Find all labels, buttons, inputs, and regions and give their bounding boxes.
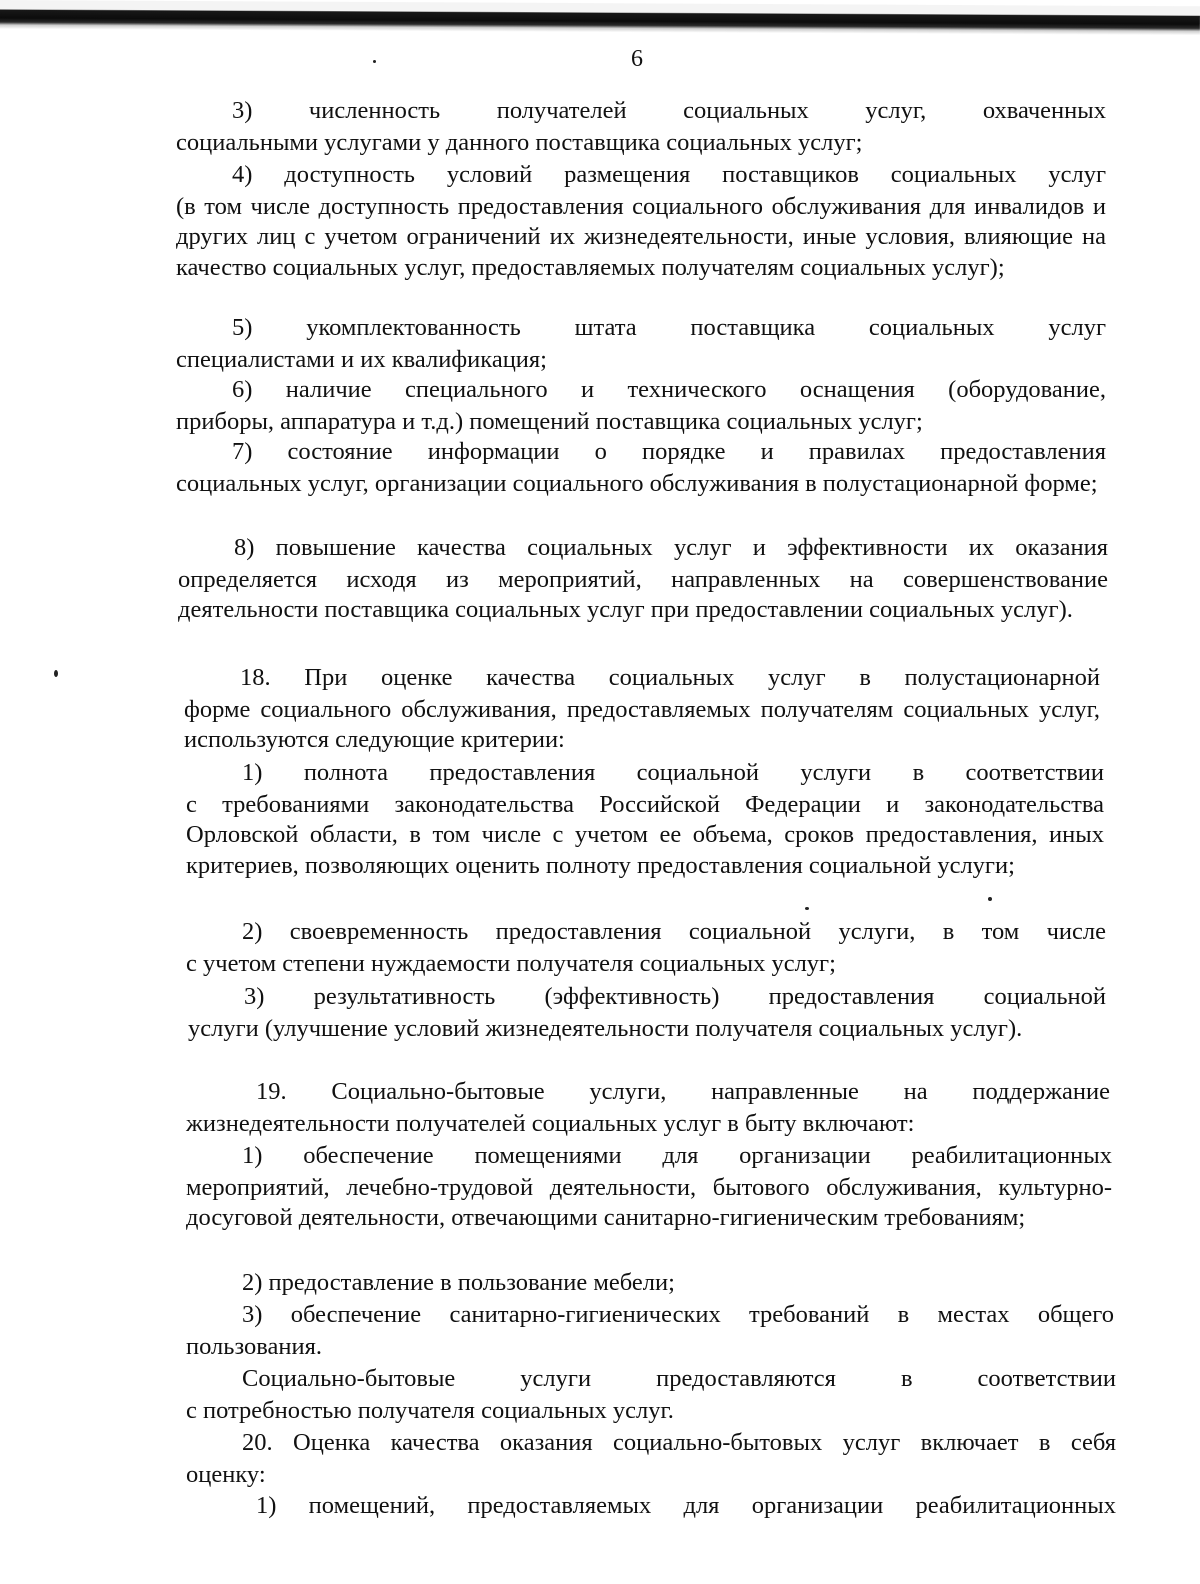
paragraph-first-line: 8) повышение качества социальных услуг и эффективности их оказания [234,534,1108,561]
paragraph-continuation: (в том числе доступность предоставления социального обслуживания для инвалидов и других лиц с учетом ограничений их жизнедеятельности, иные условия, влияющие на качество социальных услуг, предоставляемых получателям социальных услуг); [176,192,1106,281]
paragraph-first-line: 4) доступность условий размещения поставщиков социальных услуг [232,161,1106,188]
paragraph-continuation: услуги (улучшение условий жизнедеятельности получателя социальных услуг). [188,1014,1023,1042]
paragraph-continuation: оценку: [186,1460,266,1488]
scan-top-edge [0,0,1200,36]
paragraph-continuation: с учетом степени нуждаемости получателя социальных услуг; [186,949,836,977]
page-number: 6 [631,46,643,72]
paragraph-first-line: 5) укомплектованность штата поставщика социальных услуг [232,314,1106,341]
scan-speck [373,60,376,63]
paragraph-first-line: 18. При оценке качества социальных услуг в полустационарной [240,664,1100,691]
paragraph-continuation: приборы, аппаратура и т.д.) помещений поставщика социальных услуг; [176,407,923,435]
paragraph-first-line: 7) состояние информации о порядке и правилах предоставления [232,438,1106,465]
paragraph-continuation: социальными услугами у данного поставщика социальных услуг; [176,128,863,156]
scan-speck [54,670,58,677]
paragraph-first-line: Социально-бытовые услуги предоставляются в соответствии [242,1365,1116,1392]
scan-speck [988,897,992,901]
scan-speck [805,907,809,910]
paragraph-first-line: 3) результативность (эффективность) предоставления социальной [244,983,1106,1010]
paragraph-first-line: 1) обеспечение помещениями для организации реабилитационных [242,1142,1112,1169]
paragraph-first-line: 1) полнота предоставления социальной услуги в соответствии [242,759,1104,786]
paragraph-continuation: с потребностью получателя социальных услуг. [186,1396,674,1424]
paragraph-continuation: форме социального обслуживания, предоставляемых получателям социальных услуг, используются следующие критерии: [184,695,1100,754]
paragraph-first-line: 6) наличие специального и технического оснащения (оборудование, [232,376,1106,403]
paragraph-first-line: 20. Оценка качества оказания социально-бытовых услуг включает в себя [242,1429,1116,1456]
paragraph-continuation: социальных услуг, организации социального обслуживания в полустационарной форме; [176,469,1098,497]
paragraph-continuation: специалистами и их квалификация; [176,345,547,373]
paragraph-continuation: мероприятий, лечебно-трудовой деятельности, бытового обслуживания, культурно-досуговой деятельности, отвечающими санитарно-гигиеническим требованиям; [186,1173,1112,1232]
paragraph-continuation: определяется исходя из мероприятий, направленных на совершенствование деятельности поставщика социальных услуг при предоставлении социальных услуг). [178,565,1108,624]
paragraph-continuation: пользования. [186,1332,322,1360]
paragraph-first-line: 19. Социально-бытовые услуги, направленные на поддержание [256,1078,1110,1105]
paragraph-first-line: 2) своевременность предоставления социальной услуги, в том числе [242,918,1106,945]
paragraph-continuation: жизнедеятельности получателей социальных услуг в быту включают: [186,1109,915,1137]
paragraph-first-line: 1) помещений, предоставляемых для организации реабилитационных [256,1492,1116,1519]
paragraph-first-line: 3) обеспечение санитарно-гигиенических требований в местах общего [242,1301,1114,1328]
paragraph-first-line: 3) численность получателей социальных услуг, охваченных [232,97,1106,124]
paragraph-first-line: 2) предоставление в пользование мебели; [242,1269,675,1296]
paragraph-continuation: с требованиями законодательства Российской Федерации и законодательства Орловской области, в том числе с учетом ее объема, сроков предоставления, иных критериев, позволяющих оценить полноту предоставления социальной услуги; [186,790,1104,879]
